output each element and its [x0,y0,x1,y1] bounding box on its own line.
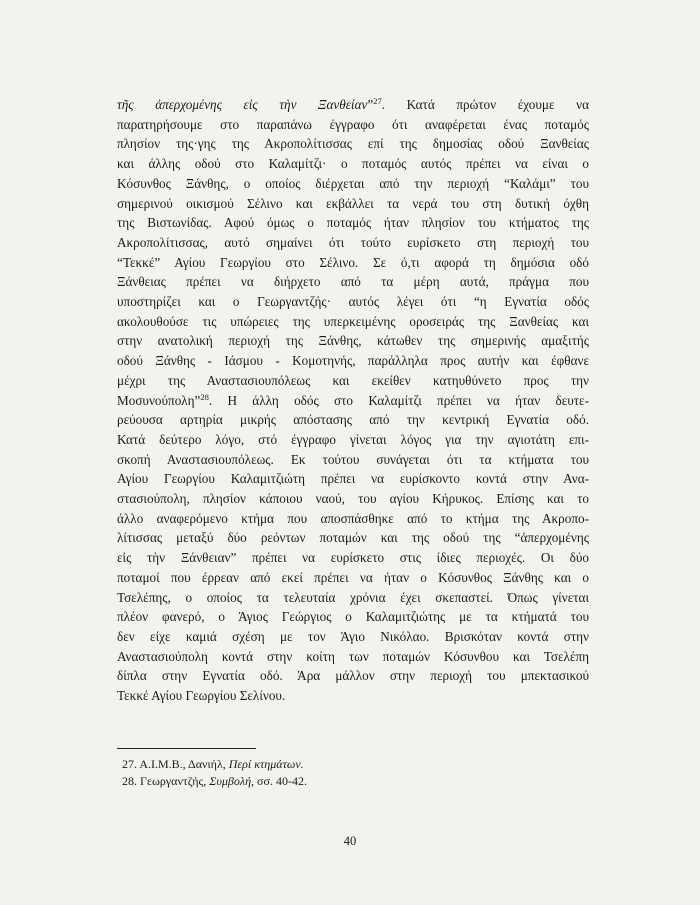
text-line [117,371,589,391]
text-line [117,95,589,115]
footnote-title: Συμβολή [209,774,252,788]
line-text: άλλο αναφερόμενο κτήμα που αποσπάσθηκε από το κτήμα της Ακροπο- [117,510,589,526]
line-text: ρεύουσα αρτηρία μικρής απόστασης από την κεντρική Εγνατία οδό. [117,412,589,428]
text-line [117,134,589,154]
text-line [117,489,589,509]
page-number: 40 [343,834,357,848]
text-line [117,430,589,450]
line-text: δίπλα στην Εγνατία οδό. Άρα μάλλον στην περιοχή του μπεκτασικού [117,668,589,684]
line-text: μέχρι της Αναστασιουπόλεως και εκείθεν κατηυθύνετο προς την [117,372,589,388]
text-line [117,588,589,608]
footnote-ref: 28 [200,391,209,402]
footnote-ref: 27 [373,96,382,106]
text-line [117,331,589,351]
line-text: στην ανατολική περιοχή της Ξάνθης, κάτωθεν της σημερινής αμαξιτής [117,333,589,349]
text-line [117,272,589,292]
line-text: παρατηρήσουμε στο παραπάνω έγγραφο ότι αναφέρεται ένας ποταμός [117,116,589,132]
text-line [117,647,589,667]
footnote [122,773,522,790]
line-text: ακολουθούσε τις υπώρειες της υπερκειμένης οροσειράς της Ξανθείας και [117,313,589,329]
footnote-text: , σσ. 40-42. [251,774,307,788]
footnote-text: Α.Ι.Μ.Β., Δανιήλ, [137,757,229,771]
line-text: Κατά δεύτερο λόγο, στό έγγραφο γίνεται λόγος για την αγιοτάτη επι- [117,431,589,447]
line-text: οδού Ξάνθης - Ιάσμου - Κομοτηνής, παράλληλα προς αυτήν και έφθανε [117,353,589,369]
footnote-number: 27. [122,757,137,771]
footnote-title: Περί κτημάτων. [228,757,304,771]
line-text: λίτισσας μεταξύ δύο ρεόντων ποταμών και της οδού της “ἀπερχομένης [117,530,589,546]
line-text: Ακροπολίτισσας, αυτό σημαίνει ότι τούτο ευρίσκετο στη περιοχή του [117,234,589,250]
text-line [117,253,589,273]
text-line [117,351,589,371]
text-line [117,154,589,174]
text-line [117,568,589,588]
text-line [117,194,589,214]
body-text [117,95,589,706]
line-text: υποστηρίζει και ο Γεωργαντζής· αυτός λέγει ότι “η Εγνατία οδός [117,294,589,310]
text-line [117,607,589,627]
line-text: . Η άλλη οδός στο Καλαμίτζι πρέπει να ήταν δευτε- [208,392,589,408]
footnote-text: Γεωργαντζής, [137,774,210,788]
line-text: και άλλης οδού στο Καλαμίτζι· ο ποταμός αυτός πρέπει να είναι ο [117,156,589,172]
line-text: στασιούπολη, πλησίον κάποιου ναού, του αγίου Κήρυκος. Επίσης και το [117,491,589,507]
text-line [117,686,589,706]
line-text: Μοσυνούπολη” [117,392,201,408]
footnote-number: 28. [122,774,137,788]
line-text: εἰς τὴν Ξάνθειαν” πρέπει να ευρίσκετο στις ίδιες περιοχές. Οι δύο [117,550,589,566]
line-text: Τεκκέ Αγίου Γεωργίου Σελίνου. [117,688,286,704]
line-text: της Βιστωνίδας. Αφού όμως ο ποταμός ήταν πλησίον του κτήματος της [117,215,589,231]
line-text: Κόσυνθος Ξάνθης, ο οποίος διέρχεται από την περιοχή “Καλάμι” του [117,175,589,191]
line-text: Αναστασιούπολη κοντά στην κοίτη των ποταμών Κόσυνθου και Τσελέπη [117,648,589,664]
line-text: ” [367,97,374,112]
text-line [117,666,589,686]
line-text: Τσελέπης, ο οποίος τα τελευταία χρόνια έχει σκεπαστεί. Όπως γίνεται [117,589,589,605]
text-line [117,627,589,647]
text-line [117,312,589,332]
line-text: Ξάνθειας πρέπει να διήρχετο από τα μέρη αυτά, πράγμα που [117,274,589,290]
line-text: Αγίου Γεωργίου Καλαμιτζιώτη πρέπει να ευρίσκοντο κοντά στην Ανα- [117,471,589,487]
italic-quote: τῆς ἀπερχομένης εἰς τὴν Ξανθείαν [117,97,368,112]
line-text: σκοπή Αναστασιουπόλεως. Εκ τούτου συνάγεται ότι τα κτήματα του [117,451,589,467]
text-line [117,450,589,470]
text-line [117,410,589,430]
footnote [122,756,522,773]
line-text: . Κατά πρώτον έχουμε να [381,97,589,112]
footnote-separator [117,748,256,749]
text-line [117,213,589,233]
text-line [117,469,589,489]
text-line [117,528,589,548]
line-text: πλησίον της·γης της Ακροπολίτισσας επί της δημοσίας οδού Ξανθείας [117,136,589,152]
line-text: ποταμοί που έρρεαν από εκεί πρέπει να ήταν ο Κόσυνθος Ξάνθης και ο [117,569,589,585]
text-line [117,292,589,312]
footnotes [122,756,522,790]
line-text: πλέον φανερό, ο Άγιος Γεώργιος ο Καλαμιτζιώτης με τα κτήματά του [117,609,589,625]
text-line [117,509,589,529]
line-text: δεν είχε καμιά σχέση με τον Άγιο Νικόλαο. Βρισκόταν κοντά στην [117,628,589,644]
text-line [117,233,589,253]
text-line [117,115,589,135]
line-text: σημερινού οικισμού Σέλινο και εκβάλλει τα νερά του στη δυτική όχθη [117,195,589,211]
text-line [117,174,589,194]
line-text: “Τεκκέ” Αγίου Γεωργίου στο Σέλινο. Σε ό,τι αφορά τη δημόσια οδό [117,254,589,270]
text-line [117,548,589,568]
text-line [117,391,589,411]
